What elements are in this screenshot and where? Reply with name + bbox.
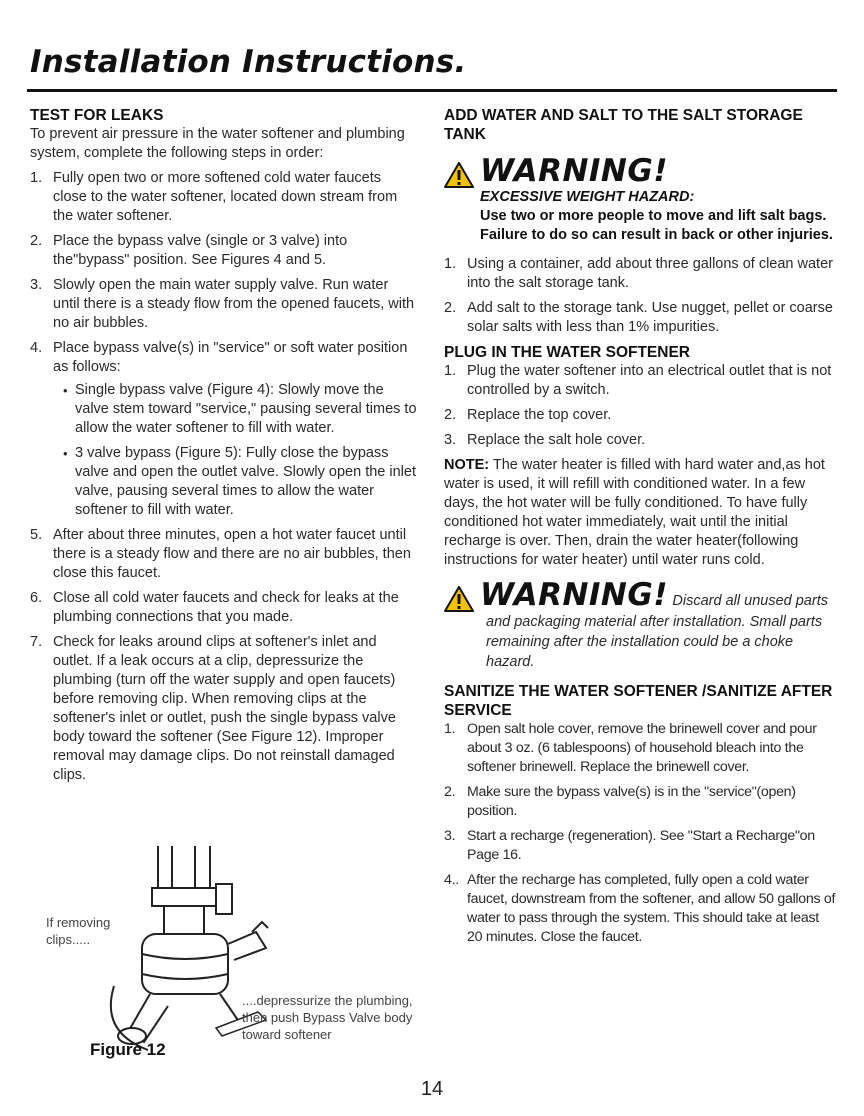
step-text: Plug the water softener into an electrical outlet that is not controlled by a switch.	[467, 363, 832, 398]
sanitize-heading: SANITIZE THE WATER SOFTENER /SANITIZE AFTER SERVICE	[444, 683, 833, 719]
plug-in-section	[444, 343, 836, 570]
weight-warning	[444, 154, 836, 245]
warning-body: and packaging material after installation. Small parts remaining after the installation could be a choke hazard.	[486, 614, 823, 670]
list-item	[444, 362, 836, 400]
step-number: 3.	[30, 277, 43, 293]
step-number: 6.	[30, 590, 43, 606]
step-text: Place bypass valve(s) in "service" or soft water position as follows:	[53, 340, 408, 375]
list-item	[30, 633, 418, 785]
choke-hazard-warning	[444, 578, 836, 672]
plug-in-heading: PLUG IN THE WATER SOFTENER	[444, 344, 690, 361]
step-text: Close all cold water faucets and check for leaks at the plumbing connections that you made.	[53, 590, 399, 625]
step-number: 1.	[444, 363, 457, 379]
list-item	[444, 871, 836, 947]
list-item	[444, 255, 836, 293]
right-column	[444, 106, 836, 953]
step-text: After the recharge has completed, fully open a cold water faucet, downstream from the softener, and allow 50 gallons of water to pass through the system. This should take at least 20 minutes. Close the faucet.	[467, 872, 836, 945]
figure-label-left: If removing clips.....	[46, 915, 111, 947]
list-item	[30, 232, 418, 270]
list-item	[30, 276, 418, 333]
warning-subtitle: EXCESSIVE WEIGHT HAZARD:	[480, 189, 695, 205]
bullet-text: Single bypass valve (Figure 4): Slowly move the valve stem toward "service," pausing several times to allow the water softener to fill with water.	[75, 382, 417, 436]
note-label: NOTE:	[444, 457, 490, 473]
step-number: 2.	[444, 784, 456, 800]
step-text: Using a container, add about three gallons of clean water into the salt storage tank.	[467, 256, 833, 291]
figure-caption: Figure 12	[90, 1040, 166, 1059]
test-for-leaks-section	[30, 106, 418, 785]
step-number: 5.	[30, 527, 43, 543]
bullet-icon: •	[63, 383, 68, 398]
list-item	[30, 169, 418, 226]
step-number: 2.	[444, 407, 457, 423]
step-number: 3.	[444, 432, 457, 448]
list-item	[30, 589, 418, 627]
title-rule	[27, 89, 837, 92]
step-text: Fully open two or more softened cold water faucets close to the water softener, located down stream from the water softener.	[53, 170, 398, 224]
warning-title: WARNING!	[480, 577, 668, 613]
list-item	[444, 783, 836, 821]
list-item	[444, 431, 836, 450]
warning-triangle-icon	[444, 586, 474, 612]
list-item	[444, 299, 836, 337]
figure-label-right: ....depressurize the plumbing, then push Bypass Valve body toward softener	[242, 993, 413, 1042]
step-text: Check for leaks around clips at softener's inlet and outlet. If a leak occurs at a clip, depressurize the plumbing (turn off the water supply and open faucets) before removing clip. When removing clips at the softener's inlet or outlet, push the single bypass valve body toward the softener (See Figure 12). Improper removal may damage clips. Do not reinstall damaged clips.	[53, 634, 396, 783]
step-number: 2.	[30, 233, 43, 249]
step-number: 1.	[444, 256, 457, 272]
add-water-salt-steps	[444, 255, 836, 337]
warning-triangle-icon	[444, 162, 474, 188]
sanitize-steps	[444, 720, 836, 947]
step-text: Make sure the bypass valve(s) is in the "service"(open) position.	[467, 784, 796, 819]
list-item	[444, 720, 836, 777]
step-number: 2.	[444, 300, 457, 316]
step-text: Start a recharge (regeneration). See "Start a Recharge"on Page 16.	[467, 828, 815, 863]
step-text: After about three minutes, open a hot water faucet until there is a steady flow and there are no air bubbles, then close this faucet.	[53, 527, 411, 581]
list-item	[63, 381, 418, 438]
test-for-leaks-heading: TEST FOR LEAKS	[30, 107, 164, 124]
bullet-text: 3 valve bypass (Figure 5): Fully close the bypass valve and open the outlet valve. Slowly open the inlet valve, pausing several times to allow the water softener to fill with water.	[75, 445, 416, 518]
test-for-leaks-intro: To prevent air pressure in the water softener and plumbing system, complete the following steps in order:	[30, 126, 405, 161]
list-item	[30, 339, 418, 520]
list-item	[30, 526, 418, 583]
step-text: Slowly open the main water supply valve. Run water until there is a steady flow from the opened faucets, with no air bubbles.	[53, 277, 415, 331]
bypass-bullets	[53, 381, 418, 520]
step-number: 4..	[444, 872, 459, 888]
list-item	[444, 827, 836, 865]
sanitize-section	[444, 682, 836, 947]
page-number: 14	[420, 1078, 444, 1100]
plug-in-steps	[444, 362, 836, 450]
step-number: 3.	[444, 828, 456, 844]
list-item	[444, 406, 836, 425]
step-number: 1.	[444, 721, 456, 737]
step-number: 7.	[30, 634, 43, 650]
bullet-icon: •	[63, 446, 68, 461]
step-text: Add salt to the storage tank. Use nugget, pellet or coarse solar salts with less than 1% impurities.	[467, 300, 833, 335]
left-column	[30, 106, 418, 791]
step-text: Place the bypass valve (single or 3 valve) into the"bypass" position. See Figures 4 and 5.	[53, 233, 348, 268]
page-title: Installation Instructions.	[30, 44, 467, 80]
step-number: 4.	[30, 340, 43, 356]
note-text: The water heater is filled with hard water and,as hot water is used, it will refill with conditioned water. In a few days, the hot water will be fully conditioned. To have fully conditioned hot water immediately, wait until the initial recharge is over. Then, drain the water heater(following instructions for water heater) until water runs cold.	[444, 457, 825, 568]
warning-body: Use two or more people to move and lift salt bags. Failure to do so can result in back or other injuries.	[480, 208, 833, 243]
warning-inline-text: Discard all unused parts	[672, 593, 828, 609]
step-text: Open salt hole cover, remove the brinewell cover and pour about 3 oz. (6 tablespoons) of household bleach into the softener brinewell. Replace the brinewell cover.	[467, 721, 817, 775]
step-text: Replace the salt hole cover.	[467, 432, 646, 448]
figure-12	[30, 836, 430, 1086]
add-water-salt-heading: ADD WATER AND SALT TO THE SALT STORAGE TANK	[444, 107, 803, 143]
add-water-salt-section	[444, 106, 836, 337]
list-item	[63, 444, 418, 520]
step-text: Replace the top cover.	[467, 407, 612, 423]
warning-title: WARNING!	[480, 153, 668, 189]
water-heater-note	[444, 456, 836, 570]
step-number: 1.	[30, 170, 43, 186]
test-for-leaks-steps	[30, 169, 418, 785]
